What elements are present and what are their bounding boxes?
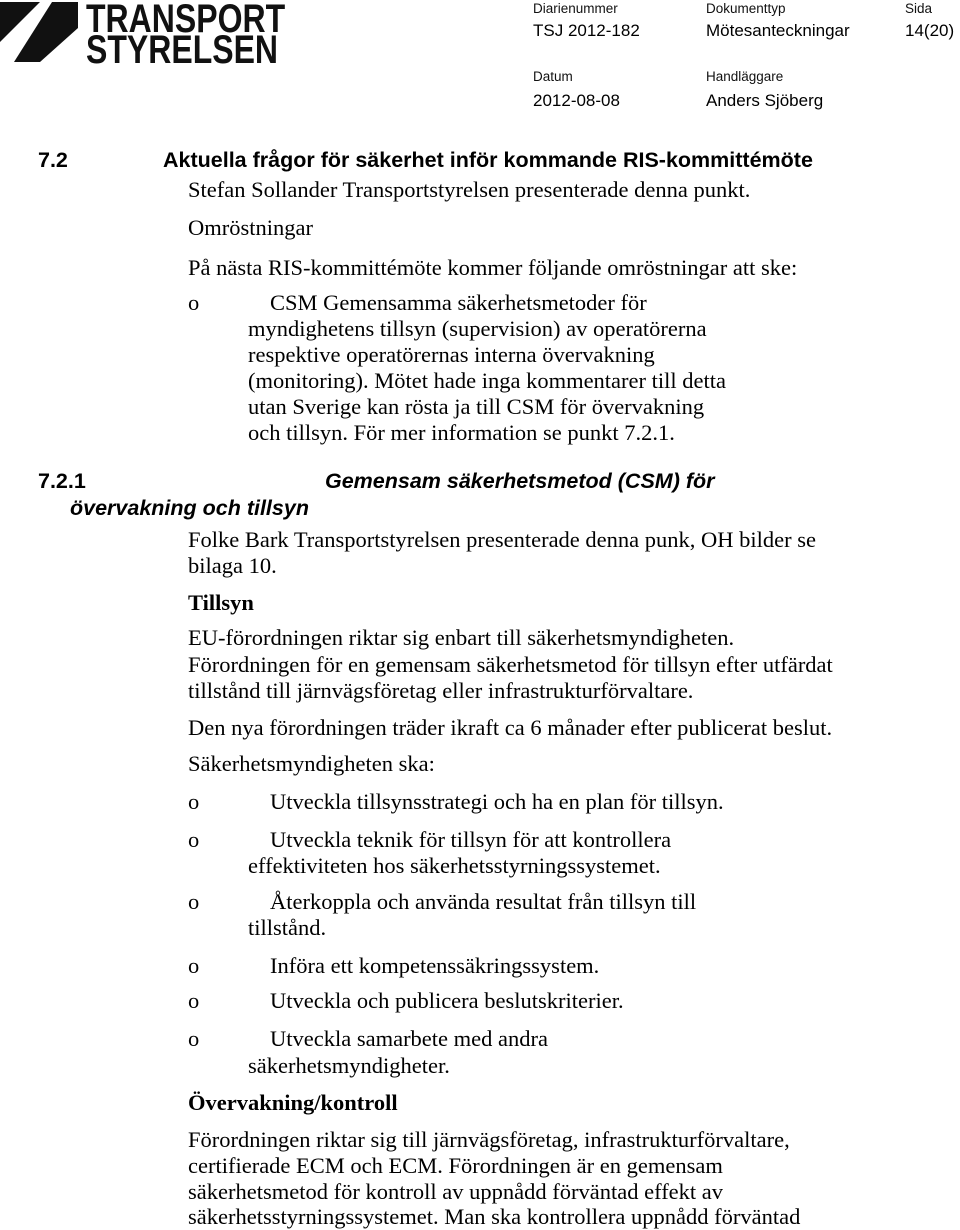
paragraph-line: tillstånd till järnvägsföretag eller infrastrukturförvaltare.	[188, 678, 694, 703]
paragraph-line: Förordningen riktar sig till järnvägsföretag, infrastrukturförvaltare,	[188, 1127, 790, 1152]
list-item-line: Utveckla och publicera beslutskriterier.	[270, 988, 624, 1013]
sida-label: Sida	[905, 1, 933, 16]
list-item-line: och tillsyn. För mer information se punkt 7.2.1.	[248, 420, 675, 445]
paragraph-line: säkerhetsmetod för kontroll av uppnådd förväntad effekt av	[188, 1179, 724, 1204]
bullet-marker: o	[188, 889, 200, 914]
subheading-omrostningar: Omröstningar	[188, 215, 313, 240]
list-item-line: Utveckla tillsynsstrategi och ha en plan för tillsyn.	[270, 789, 724, 814]
subheading-overvakning-kontroll: Övervakning/kontroll	[188, 1090, 398, 1115]
presenter-line: Stefan Sollander Transportstyrelsen presenterade denna punkt.	[188, 177, 751, 202]
section-number: 7.2	[38, 148, 68, 172]
logo-text-styrelsen: STYRELSEN	[86, 28, 279, 72]
list-item-line: tillstånd.	[248, 915, 327, 940]
dokumenttyp-value: Mötesanteckningar	[706, 21, 850, 40]
list-item-line: effektiviteten hos säkerhetsstyrningssystemet.	[248, 853, 661, 878]
list-item-line: säkerhetsmyndigheter.	[248, 1053, 450, 1078]
paragraph-line: EU-förordningen riktar sig enbart till säkerhetsmyndigheten.	[188, 625, 735, 650]
subheading-tillsyn: Tillsyn	[188, 590, 254, 615]
section-title-line: övervakning och tillsyn	[70, 496, 309, 520]
list-item-line: myndighetens tillsyn (supervision) av operatörerna	[248, 316, 707, 341]
bullet-marker: o	[188, 1026, 200, 1051]
sida-value: 14(20)	[905, 21, 955, 40]
dokumenttyp-label: Dokumenttyp	[706, 1, 786, 16]
handlaggare-label: Handläggare	[706, 69, 784, 84]
list-item-line: (monitoring). Mötet hade inga kommentarer till detta	[248, 368, 726, 393]
section-title: Aktuella frågor för säkerhet inför kommande RIS-kommittémöte	[163, 148, 813, 172]
section-title-line: Gemensam säkerhetsmetod (CSM) för	[325, 469, 715, 493]
effective-date-paragraph: Den nya förordningen träder ikraft ca 6 månader efter publicerat beslut.	[188, 715, 833, 740]
bullet-marker: o	[188, 789, 200, 814]
transportstyrelsen-logo-icon	[0, 0, 80, 64]
datum-label: Datum	[533, 69, 573, 84]
list-item-line: Återkoppla och använda resultat från tillsyn till	[270, 889, 697, 914]
section-number: 7.2.1	[38, 469, 86, 493]
bullet-marker: o	[188, 290, 200, 315]
handlaggare-value: Anders Sjöberg	[706, 91, 824, 110]
paragraph-line: certifierade ECM och ECM. Förordningen är en gemensam	[188, 1153, 723, 1178]
intro-line: Folke Bark Transportstyrelsen presenterade denna punk, OH bilder se	[188, 527, 816, 552]
logo-text-transport: TRANSPORT	[86, 0, 286, 41]
bullet-marker: o	[188, 953, 200, 978]
paragraph-line: säkerhetsstyrningssystemet. Man ska kontrollera uppnådd förväntad	[188, 1204, 801, 1229]
bullet-marker: o	[188, 827, 200, 852]
list-item-line: CSM Gemensamma säkerhetsmetoder för	[270, 290, 647, 315]
bullet-marker: o	[188, 988, 200, 1013]
datum-value: 2012-08-08	[533, 91, 620, 110]
list-item-line: Införa ett kompetenssäkringssystem.	[270, 953, 600, 978]
intro-line: bilaga 10.	[188, 553, 277, 578]
diarienummer-value: TSJ 2012-182	[533, 21, 640, 40]
tasks-intro: Säkerhetsmyndigheten ska:	[188, 751, 435, 776]
list-item-line: respektive operatörernas interna övervakning	[248, 342, 655, 367]
diarienummer-label: Diarienummer	[533, 1, 618, 16]
paragraph-line: Förordningen för en gemensam säkerhetsmetod för tillsyn efter utfärdat	[188, 652, 833, 677]
list-item-line: Utveckla teknik för tillsyn för att kontrollera	[270, 827, 672, 852]
list-item-line: utan Sverige kan rösta ja till CSM för övervakning	[248, 394, 705, 419]
list-item-line: Utveckla samarbete med andra	[270, 1026, 548, 1051]
intro-paragraph: På nästa RIS-kommittémöte kommer följande omröstningar att ske:	[188, 255, 798, 280]
